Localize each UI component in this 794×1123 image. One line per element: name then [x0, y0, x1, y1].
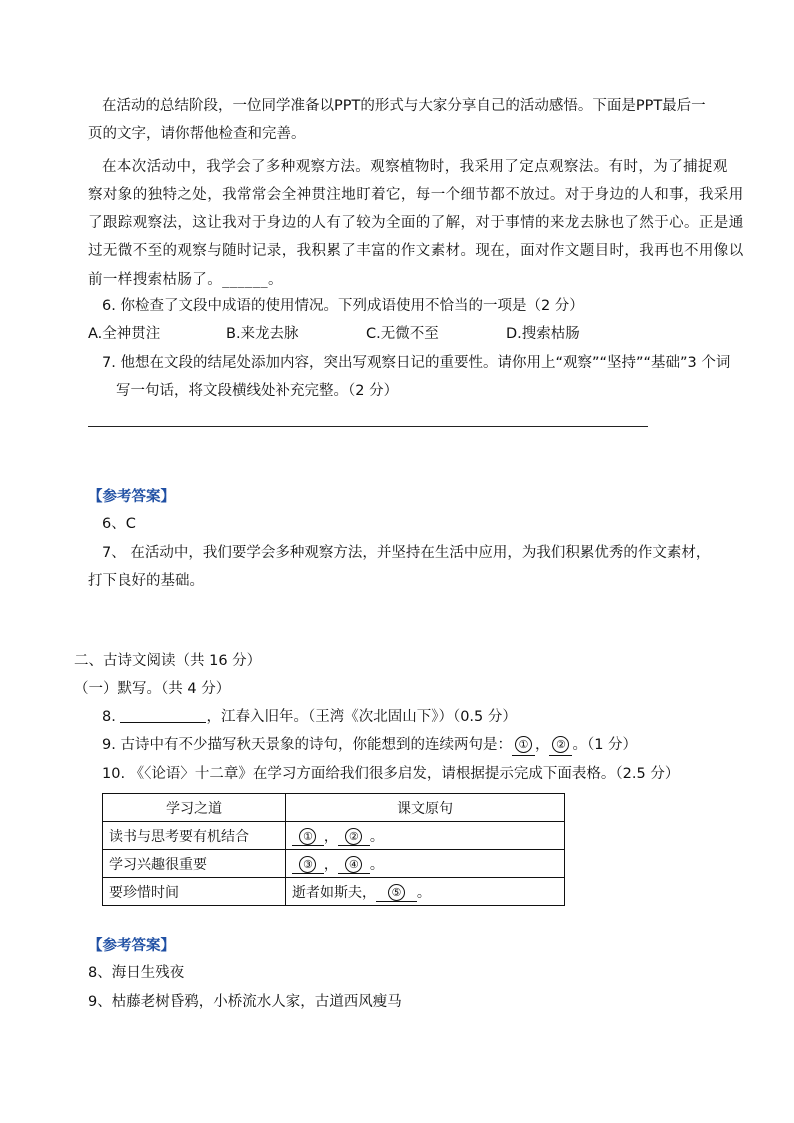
- circled-3: ③: [299, 856, 316, 873]
- q7-line-2: 写一句话，将文段横线处补充完整。（2 分）: [116, 383, 399, 399]
- circled-1: ①: [515, 736, 532, 753]
- table-cell-right: ③ ， ④ 。: [286, 850, 565, 878]
- study-table: [102, 793, 565, 906]
- q7-line-1: 7. 他想在文段的结尾处添加内容，突出写观察日记的重要性。请你用上“观察”“坚持”“基础”3 个词: [102, 355, 731, 371]
- answer-6: 6、C: [102, 516, 136, 532]
- q9: 9. 古诗中有不少描写秋天景象的诗句，你能想到的连续两句是： ① ， ② 。（1 分）: [102, 735, 637, 756]
- answer-8: 8、海日生残夜: [88, 965, 185, 981]
- table-cell-prefix: 逝者如斯夫，: [292, 884, 376, 901]
- passage-line-5: 前一样搜索枯肠了。______。: [88, 272, 283, 288]
- intro-line-1: 在活动的总结阶段，一位同学准备以PPT的形式与大家分享自己的活动感悟。下面是PPT最后一: [102, 98, 706, 114]
- answer-7-line-2: 打下良好的基础。: [88, 573, 204, 589]
- section-2-title: 二、古诗文阅读（共 16 分）: [74, 653, 262, 669]
- answer-heading-2: 【参考答案】: [88, 938, 175, 954]
- q9-blank-1[interactable]: [512, 735, 535, 756]
- blank-3[interactable]: [292, 856, 324, 874]
- q6-option-d: D.搜索枯肠: [506, 326, 580, 342]
- circled-5: ⑤: [388, 884, 405, 901]
- passage-line-2: 察对象的独特之处，我常常会全神贯注地盯着它，每一个细节都不放过。对于身边的人和事，我采用: [88, 187, 744, 203]
- circled-2: ②: [345, 828, 362, 845]
- table-cell-right: 逝者如斯夫， ⑤ 。: [286, 878, 565, 906]
- table-header-right: 课文原句: [286, 794, 565, 822]
- q8-blank[interactable]: [120, 708, 206, 723]
- answer-9: 9、枯藤老树昏鸦，小桥流水人家，古道西风瘦马: [88, 994, 402, 1010]
- answer-heading-1: 【参考答案】: [88, 489, 175, 505]
- table-cell-left: 读书与思考要有机结合: [103, 822, 286, 850]
- q9-text: 9. 古诗中有不少描写秋天景象的诗句，你能想到的连续两句是：: [102, 737, 512, 753]
- section-2-subtitle: （一）默写。（共 4 分）: [74, 681, 231, 697]
- q6-option-c: C.无微不至: [366, 326, 439, 342]
- answer-7-line-1: 7、 在活动中，我们要学会多种观察方法，并坚持在生活中应用，为我们积累优秀的作文素材，: [102, 545, 711, 561]
- circled-2: ②: [552, 736, 569, 753]
- q6-option-b: B.来龙去脉: [226, 326, 299, 342]
- table-header-left: 学习之道: [103, 794, 286, 822]
- passage-line-3: 了跟踪观察法，这让我对于身边的人有了较为全面的了解，对于事情的来龙去脉也了然于心。正是通: [88, 215, 744, 231]
- table-row: [103, 878, 565, 906]
- circled-4: ④: [345, 856, 362, 873]
- blank-5[interactable]: [376, 884, 417, 902]
- q8-text: ，江春入旧年。（王湾《次北固山下》）（0.5 分）: [206, 709, 517, 725]
- blank-2[interactable]: [338, 828, 370, 846]
- table-cell-left: 学习兴趣很重要: [103, 850, 286, 878]
- table-row: [103, 850, 565, 878]
- q10-text: 10. 《〈论语〉十二章》在学习方面给我们很多启发，请根据提示完成下面表格。（2.5 分）: [102, 766, 680, 782]
- q6-option-a: A.全神贯注: [88, 326, 161, 342]
- q8-number: 8.: [102, 709, 116, 725]
- q6-stem: 6. 你检查了文段中成语的使用情况。下列成语使用不恰当的一项是（2 分）: [102, 298, 584, 314]
- circled-1: ①: [299, 828, 316, 845]
- q9-blank-2[interactable]: [549, 735, 572, 756]
- q8: [102, 707, 517, 727]
- table-row: [103, 822, 565, 850]
- table-cell-right: ① ， ② 。: [286, 822, 565, 850]
- q9-tail: 。（1 分）: [572, 737, 638, 753]
- intro-line-2: 页的文字，请你帮他检查和完善。: [88, 126, 306, 142]
- blank-4[interactable]: [338, 856, 370, 874]
- table-cell-left: 要珍惜时间: [103, 878, 286, 906]
- answer-line[interactable]: [88, 426, 648, 427]
- passage-line-1: 在本次活动中，我学会了多种观察方法。观察植物时，我采用了定点观察法。有时，为了捕捉观: [102, 159, 728, 175]
- blank-1[interactable]: [292, 828, 324, 846]
- passage-line-4: 过无微不至的观察与随时记录，我积累了丰富的作文素材。现在，面对作文题目时，我再也不用像以: [88, 243, 744, 259]
- table-header-row: [103, 794, 565, 822]
